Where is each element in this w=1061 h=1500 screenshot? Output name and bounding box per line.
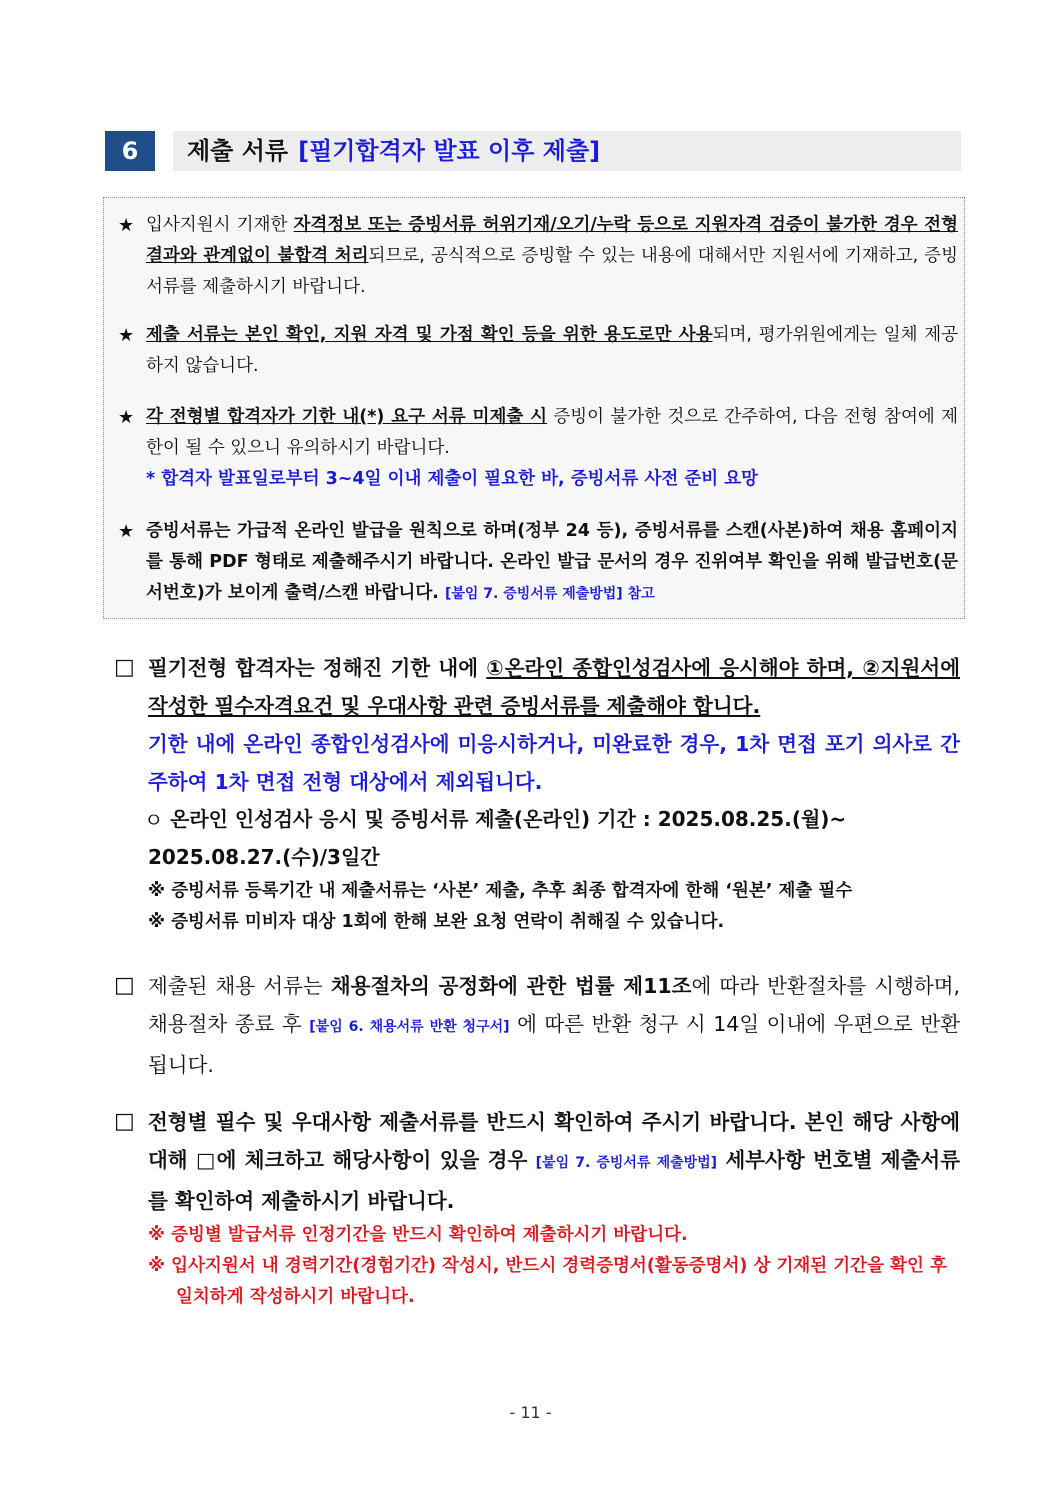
section-number: 6 (105, 131, 155, 171)
notice-box (103, 197, 965, 619)
page-number: - 11 - (509, 1403, 552, 1422)
notice-text: 입사지원시 기재한 (146, 215, 294, 235)
notice-text: 되며, 평가위원에게는 일체 제공하지 않습니다. (146, 325, 958, 376)
notice-reference: [붙임 7. 증빙서류 제출방법] 참고 (444, 586, 655, 602)
notice-text: 증빙이 불가한 것으로 간주하여, 다음 전형 참여에 제한이 될 수 있으니 유의하시기 바랍니다. (146, 407, 958, 458)
period-block (114, 801, 960, 876)
paragraph-text: 전형별 필수 및 우대사항 제출서류를 반드시 확인하여 주시기 바랍니다. 본인 해당 사항에 대해 □에 체크하고 해당사항이 있을 경우 (148, 1110, 960, 1172)
paragraph-text: 제출된 채용 서류는 (148, 974, 331, 998)
paragraph-warning: 기한 내에 온라인 종합인성검사에 미응시하거나, 미완료한 경우, 1차 면접 포기 의사로 간주하여 1차 면접 전형 대상에서 제외됩니다. (148, 732, 960, 794)
notice-item-3 (118, 402, 958, 495)
circle-bullet: ㅇ (144, 808, 164, 832)
section-title (187, 131, 600, 171)
period-line-2: 2025.08.27.(수)/3일간 (148, 845, 380, 869)
notice-footnote: * 합격자 발표일로부터 3~4일 이내 제출이 필요한 바, 증빙서류 사전 준비 요망 (146, 469, 759, 489)
notice-text: 되므로, 공식적으로 증빙할 수 있는 내용에 대해서만 지원서에 기재하고, 증빙서류를 제출하시기 바랍니다. (146, 246, 958, 297)
notice-emphasis: 자격정보 또는 증빙서류 허위기재/오기/누락 등으로 지원자격 검증이 불가한 경우 전형 결과와 관계없이 불합격 처리 (146, 215, 958, 266)
notice-emphasis: 각 전형별 합격자가 기한 내(*) 요구 서류 미제출 시 (146, 407, 547, 427)
attachment-reference: [붙임 7. 증빙서류 제출방법] (535, 1155, 718, 1171)
period-note-1: ※ 증빙서류 등록기간 내 제출서류는 ‘사본’ 제출, 추후 최종 합격자에 한해 ‘원본’ 제출 필수 (148, 881, 853, 901)
notice-item-2 (118, 320, 958, 382)
paragraph-return (114, 967, 960, 1084)
paragraph-text: 필기전형 합격자는 정해진 기한 내에 (148, 656, 487, 680)
notice-item-4 (118, 516, 958, 610)
attachment-reference: [붙임 6. 채용서류 반환 청구서] (309, 1019, 510, 1035)
period-line-1: 온라인 인성검사 응시 및 증빙서류 제출(온라인) 기간 : 2025.08.25.(월)~ (170, 807, 847, 831)
paragraph-emphasis: ①온라인 종합인성검사에 응시해야 하며, ②지원서에 작성한 필수자격요건 및 우대사항 관련 증빙서류를 제출해야 합니다. (148, 656, 961, 718)
checkbox-bullet: □ (114, 655, 135, 680)
section-subtitle: [필기합격자 발표 이후 제출] (298, 137, 601, 165)
paragraph-check-docs (114, 1103, 960, 1313)
law-reference: 채용절차의 공정화에 관한 법률 제11조 (330, 974, 692, 998)
paragraph-text: 에 따라 반환절차를 시행하며, 채용절차 종료 후 (148, 974, 961, 1036)
star-icon: ★ (118, 521, 135, 542)
paragraph-online-test (114, 649, 960, 938)
paragraph-text: 세부사항 번호별 제출서류를 확인하여 제출하시기 바랍니다. (148, 1148, 961, 1213)
star-icon: ★ (118, 215, 135, 236)
notice-text: 증빙서류는 가급적 온라인 발급을 원칙으로 하며(정부 24 등), 증빙서류를 스캔(사본)하여 채용 홈페이지를 통해 PDF 형태로 제출해주시기 바랍니다. 온라인 발급 문서의 경우 진위여부 확인을 위해 발급번호(문서번호)가 보이게 출력/스캔 바랍니다. (146, 521, 958, 603)
notice-item-1 (118, 210, 958, 303)
notice-emphasis: 제출 서류는 본인 확인, 지원 자격 및 가점 확인 등을 위한 용도로만 사용 (146, 325, 713, 345)
section-title-text: 제출 서류 (187, 137, 289, 165)
paragraph-text: 에 따른 반환 청구 시 14일 이내에 우편으로 반환됩니다. (148, 1012, 961, 1077)
section-header (105, 131, 961, 171)
period-note-2: ※ 증빙서류 미비자 대상 1회에 한해 보완 요청 연락이 취해질 수 있습니다. (148, 912, 725, 932)
red-note-2: ※ 입사지원서 내 경력기간(경험기간) 작성시, 반드시 경력증명서(활동증명서) 상 기재된 기간을 확인 후 일치하게 작성하시기 바랍니다. (148, 1256, 947, 1307)
star-icon: ★ (118, 407, 135, 428)
checkbox-bullet: □ (114, 973, 135, 998)
red-note-1: ※ 증빙별 발급서류 인정기간을 반드시 확인하여 제출하시기 바랍니다. (148, 1225, 688, 1245)
star-icon: ★ (118, 325, 135, 346)
checkbox-bullet: □ (114, 1109, 135, 1134)
